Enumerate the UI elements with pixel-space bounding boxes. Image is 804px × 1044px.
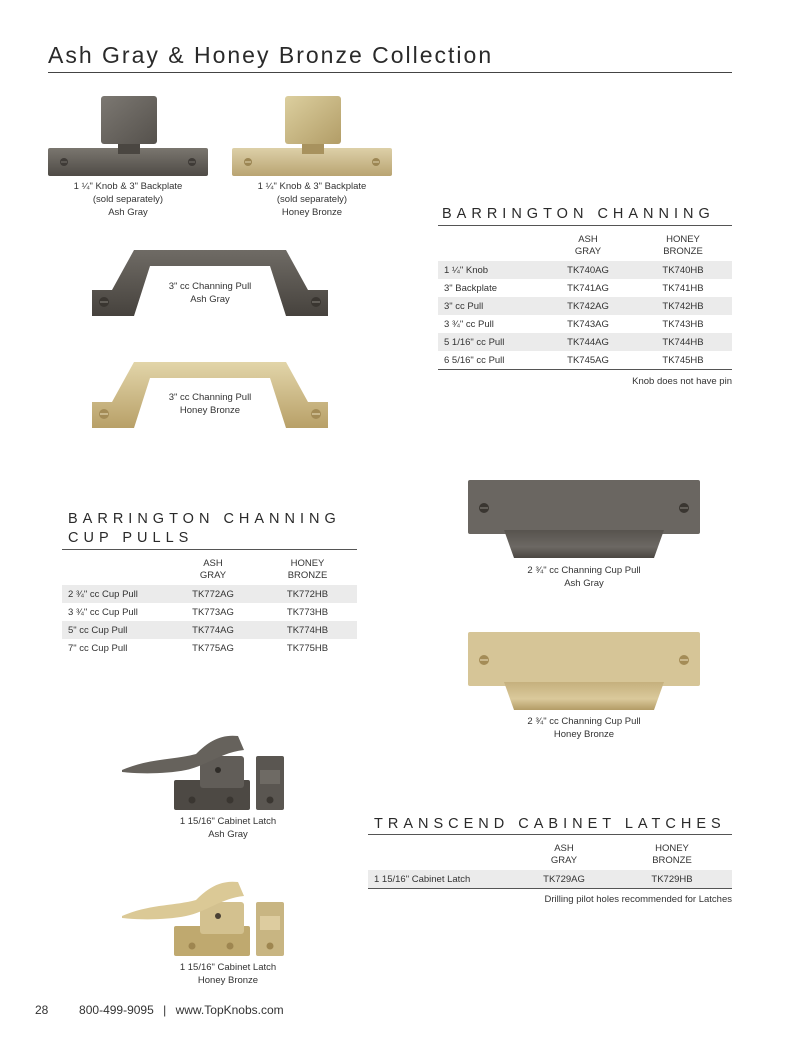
sku-honey-bronze: TK729HB: [612, 870, 732, 889]
header-line: GRAY: [574, 246, 602, 257]
table-row: [438, 279, 732, 297]
header-line: ASH: [578, 234, 598, 245]
channing-pull-ash-gray-caption: [140, 280, 280, 306]
header-line: HONEY: [290, 558, 325, 569]
header-line: GRAY: [199, 570, 227, 581]
caption-line: Honey Bronze: [281, 207, 343, 218]
caption-line: Honey Bronze: [553, 729, 615, 740]
row-description: 6 5/16" cc Pull: [438, 351, 542, 370]
column-header-description: [62, 558, 168, 585]
caption-line: 3" cc Channing Pull: [168, 392, 252, 403]
cup-pull-ash-gray-caption: [494, 564, 674, 590]
cup-table-rule: [62, 549, 357, 550]
column-header-honey-bronze: [634, 234, 732, 261]
channing-table-rule: [438, 225, 732, 226]
header-line: GRAY: [550, 855, 578, 866]
sku-ash-gray: TK740AG: [542, 261, 634, 279]
cup-table-title-line: CUP PULLS: [68, 530, 194, 546]
caption-line: (sold separately): [92, 194, 164, 205]
page-title: Ash Gray & Honey Bronze Collection: [48, 42, 494, 68]
sku-ash-gray: TK773AG: [192, 606, 234, 618]
table-row: [62, 603, 357, 621]
sku-honey-bronze: TK742HB: [634, 297, 732, 315]
column-header-description: [368, 843, 516, 870]
page-footer: [35, 1003, 284, 1017]
channing-spec-table: [438, 234, 732, 370]
caption-line: Ash Gray: [108, 207, 148, 218]
table-header-row: [368, 843, 732, 870]
caption-line: 1 ¼" Knob & 3" Backplate: [73, 181, 183, 192]
column-header-honey-bronze: [258, 558, 357, 585]
caption-line: Honey Bronze: [197, 975, 259, 986]
cabinet-latch-ash-gray-caption: [158, 815, 298, 841]
cup-table-title-line: BARRINGTON CHANNING: [68, 511, 341, 527]
caption-line: 1 15/16" Cabinet Latch: [179, 816, 277, 827]
header-line: HONEY: [666, 234, 700, 245]
sku-ash-gray: TK742AG: [542, 297, 634, 315]
cabinet-latch-honey-bronze-image: [120, 876, 288, 960]
latch-table-title: TRANSCEND CABINET LATCHES: [374, 816, 726, 832]
sku-honey-bronze: TK772HB: [258, 585, 357, 603]
sku-ash-gray: TK741AG: [567, 282, 609, 294]
table-row: [438, 351, 732, 370]
caption-line: Ash Gray: [208, 829, 248, 840]
cup-table-title: [68, 510, 341, 548]
sku-ash-gray: TK744AG: [542, 333, 634, 351]
sku-ash-gray: TK775AG: [192, 642, 234, 654]
header-line: BRONZE: [287, 570, 328, 581]
caption-line: 1 ¼" Knob & 3" Backplate: [257, 181, 367, 192]
latch-table-note: Drilling pilot holes recommended for Latches: [544, 894, 732, 905]
row-description: 3 ¾" cc Pull: [444, 318, 494, 330]
sku-honey-bronze: TK745HB: [634, 351, 732, 370]
column-header-ash-gray: [516, 843, 612, 870]
page-number: 28: [35, 1003, 49, 1017]
header-line: BRONZE: [663, 246, 703, 257]
row-description: 3" cc Pull: [438, 297, 542, 315]
header-line: BRONZE: [652, 855, 692, 866]
cup-pull-honey-bronze-caption: [494, 715, 674, 741]
sku-ash-gray: TK743AG: [567, 318, 609, 330]
sku-honey-bronze: TK743HB: [662, 318, 704, 330]
knob-backplate-honey-bronze-image: [230, 92, 394, 180]
cabinet-latch-ash-gray-image: [120, 730, 288, 814]
caption-line: 1 15/16" Cabinet Latch: [179, 962, 277, 973]
table-row: [438, 333, 732, 351]
phone-number: 800-499-9095: [79, 1003, 154, 1017]
header-line: HONEY: [655, 843, 689, 854]
footer-separator: |: [163, 1003, 167, 1017]
knob-backplate-honey-bronze-caption: [232, 180, 392, 219]
sku-ash-gray: TK745AG: [542, 351, 634, 370]
row-description: 5" cc Cup Pull: [62, 621, 168, 639]
channing-pull-honey-bronze-caption: [140, 391, 280, 417]
caption-line: 2 ¾" cc Channing Cup Pull: [527, 716, 641, 727]
sku-honey-bronze: TK775HB: [286, 642, 329, 654]
caption-line: 2 ¾" cc Channing Cup Pull: [527, 565, 641, 576]
caption-line: 3" cc Channing Pull: [168, 281, 252, 292]
table-row: [438, 297, 732, 315]
channing-table-title: BARRINGTON CHANNING: [442, 206, 715, 222]
column-header-honey-bronze: [612, 843, 732, 870]
caption-line: Ash Gray: [564, 578, 604, 589]
table-header-row: [62, 558, 357, 585]
row-description: 3" Backplate: [444, 282, 498, 294]
latch-spec-table: [368, 843, 732, 889]
knob-backplate-ash-gray-caption: [48, 180, 208, 219]
row-description: 1 15/16" Cabinet Latch: [368, 870, 516, 889]
sku-honey-bronze: TK744HB: [634, 333, 732, 351]
table-row: [438, 315, 732, 333]
column-header-ash-gray: [168, 558, 258, 585]
sku-honey-bronze: TK773HB: [286, 606, 329, 618]
title-divider: [48, 72, 732, 73]
table-row: [368, 870, 732, 889]
channing-table-note: Knob does not have pin: [632, 376, 732, 387]
sku-ash-gray: TK729AG: [516, 870, 612, 889]
knob-backplate-ash-gray-image: [46, 92, 210, 180]
cup-spec-table: [62, 558, 357, 657]
table-row: [62, 585, 357, 603]
cup-pull-ash-gray-image: [466, 478, 702, 562]
table-header-row: [438, 234, 732, 261]
header-line: ASH: [554, 843, 574, 854]
column-header-ash-gray: [542, 234, 634, 261]
sku-ash-gray: TK774AG: [168, 621, 258, 639]
table-row: [438, 261, 732, 279]
caption-line: (sold separately): [276, 194, 348, 205]
caption-line: Honey Bronze: [179, 405, 241, 416]
sku-honey-bronze: TK740HB: [634, 261, 732, 279]
row-description: 1 ¼" Knob: [438, 261, 542, 279]
row-description: 5 1/16" cc Pull: [438, 333, 542, 351]
table-row: [62, 621, 357, 639]
row-description: 2 ¾" cc Cup Pull: [62, 585, 168, 603]
header-line: ASH: [203, 558, 223, 569]
cup-pull-honey-bronze-image: [466, 630, 702, 714]
latch-table-rule: [368, 834, 732, 835]
caption-line: Ash Gray: [190, 294, 230, 305]
sku-ash-gray: TK772AG: [168, 585, 258, 603]
website-link[interactable]: www.TopKnobs.com: [175, 1003, 284, 1017]
row-description: 3 ¾" cc Cup Pull: [68, 606, 138, 618]
row-description: 7" cc Cup Pull: [68, 642, 128, 654]
sku-honey-bronze: TK741HB: [662, 282, 704, 294]
table-row: [62, 639, 357, 657]
cabinet-latch-honey-bronze-caption: [158, 961, 298, 987]
column-header-description: [438, 234, 542, 261]
sku-honey-bronze: TK774HB: [258, 621, 357, 639]
